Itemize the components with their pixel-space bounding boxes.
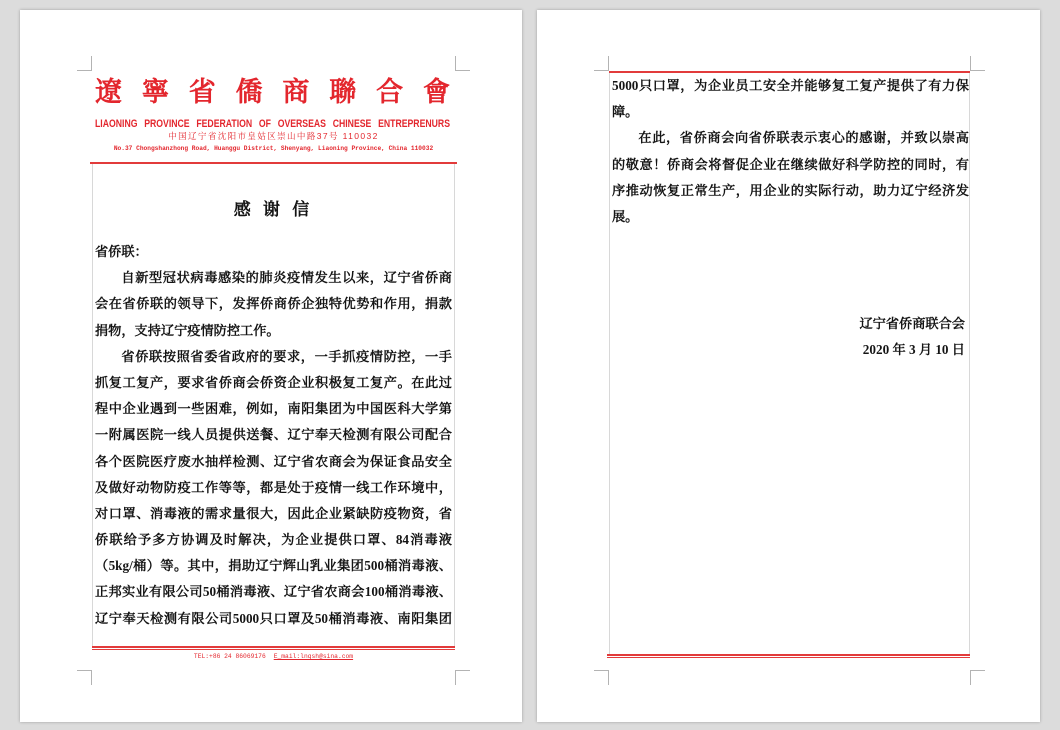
letter-title: 感 谢 信 <box>233 200 314 219</box>
body-text-line: 及做好动物防疫工作等等，都是处于疫情一线工作环境中， <box>95 479 452 495</box>
margin-corner-mark <box>455 670 470 685</box>
footer-double-rule <box>607 654 970 658</box>
body-text-line: 正邦实业有限公司50桶消毒液、辽宁省农商会100桶消毒液、 <box>95 584 452 600</box>
body-text-line: 侨联给予多方协调及时解决，为企业提供口罩、84消毒液 <box>95 532 452 548</box>
body-text-line: 省侨联按照省委省政府的要求，一手抓疫情防控，一手 <box>121 348 452 364</box>
signature-block <box>860 311 966 363</box>
letterhead-red-rule <box>90 162 457 164</box>
margin-corner-mark <box>594 670 609 685</box>
body-text-line: 一附属医院一线人员提供送餐、辽宁奉天检测有限公司配合 <box>95 427 452 443</box>
letterhead-org-name: 遼 寧 省 僑 商 聯 合 會 <box>95 77 450 107</box>
margin-corner-mark <box>77 670 92 685</box>
margin-corner-mark <box>970 56 985 71</box>
body-text-line: 会在省侨联的领导下，发挥侨商侨企独特优势和作用，捐款 <box>95 296 452 312</box>
body-text-line: 在此，省侨商会向省侨联表示衷心的感谢，并致以崇高 <box>638 130 969 146</box>
footer-contact <box>92 652 455 661</box>
signature-date: 2020 年 3 月 10 日 <box>862 342 965 358</box>
body-text-line: 展。 <box>612 208 639 224</box>
body-text-line: 5000只口罩，为企业员工安全并能够复工复产提供了有力保 <box>612 78 969 93</box>
letterhead-address-chinese: 中国辽宁省沈阳市皇姑区崇山中路37号 110032 <box>168 131 379 141</box>
document-page-2[interactable] <box>537 10 1040 722</box>
letterhead-address-english: No.37 Chongshanzhong Road, Huanggu District, Shenyang, Liaoning Province, China 110032 <box>113 145 434 152</box>
margin-corner-mark <box>594 56 609 71</box>
margin-corner-mark <box>77 56 92 71</box>
document-page-1[interactable] <box>20 10 522 722</box>
footer-double-rule <box>92 646 455 650</box>
body-text-line: 各个医院医疗废水抽样检测、辽宁省农商会为保证食品安全 <box>95 453 452 469</box>
letterhead-org-name-english: LIAONING PROVINCE FEDERATION OF OVERSEAS CHINESE ENTREPRENURS <box>95 116 450 130</box>
body-text-line: 自新型冠状病毒感染的肺炎疫情发生以来，辽宁省侨商 <box>121 270 452 286</box>
salutation: 省侨联： <box>95 244 148 259</box>
body-text-line: （5kg/桶）等。其中，捐助辽宁辉山乳业集团500桶消毒液、 <box>95 558 452 574</box>
body-text-line: 程中企业遇到一些困难，例如，南阳集团为中国医科大学第 <box>95 401 452 417</box>
body-text-line: 辽宁奉天检测有限公司5000只口罩及50桶消毒液、南阳集团 <box>95 610 452 626</box>
letter-body-page-1 <box>95 239 452 632</box>
footer-telephone: TEL:+86 24 86069176 <box>193 653 266 660</box>
footer-email-link[interactable]: E_mail:lnqsh@sina.com <box>273 653 354 660</box>
signature-organization: 辽宁省侨商联合会 <box>859 316 965 331</box>
letter-body-page-2 <box>612 73 969 230</box>
margin-corner-mark <box>455 56 470 71</box>
body-text-line: 的敬意！侨商会将督促企业在继续做好科学防控的同时，有 <box>612 156 969 172</box>
body-text-line: 抓复工复产，要求省侨商会侨资企业积极复工复产。在此过 <box>95 374 452 390</box>
body-text-line: 序推动恢复正常生产，用企业的实际行动，助力辽宁经济发 <box>612 182 969 198</box>
body-text-line: 障。 <box>612 104 639 120</box>
body-text-line: 对口罩、消毒液的需求量很大，因此企业紧缺防疫物资，省 <box>95 505 452 521</box>
body-text-line: 捐物，支持辽宁疫情防控工作。 <box>95 322 280 338</box>
margin-corner-mark <box>970 670 985 685</box>
